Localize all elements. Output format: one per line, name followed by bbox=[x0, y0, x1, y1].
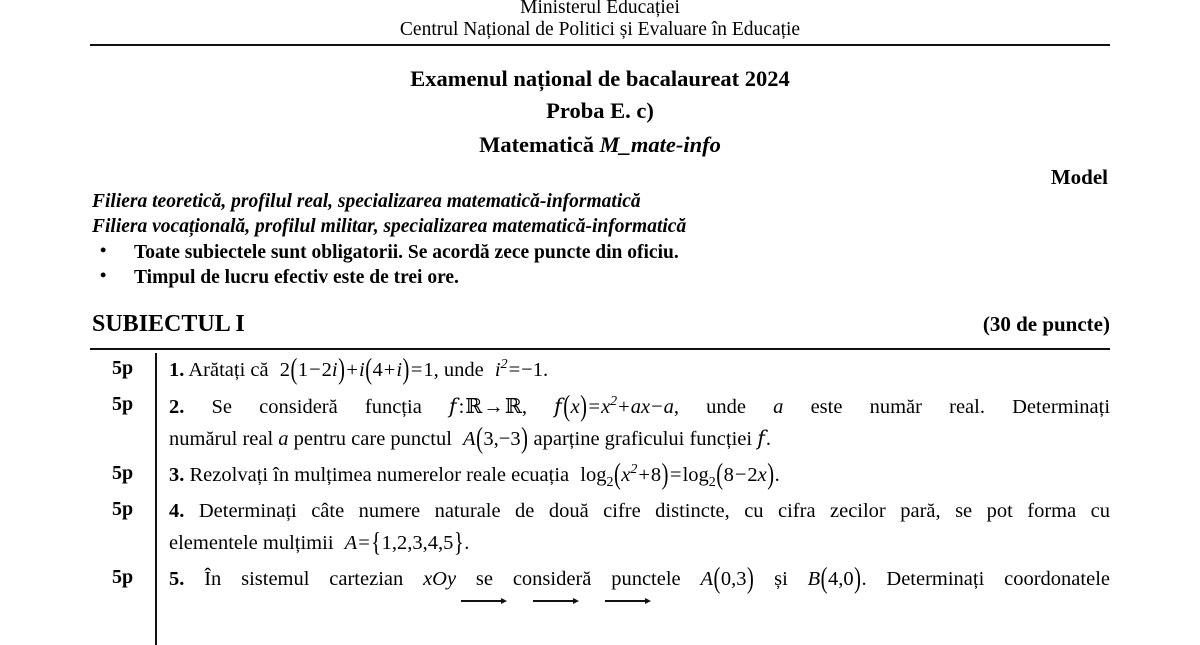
question-points: 5p bbox=[111, 498, 134, 521]
section-title: SUBIECTUL I bbox=[92, 310, 245, 337]
question-text-mid: , unde bbox=[673, 395, 747, 418]
question-text-cont: pentru care punctul bbox=[293, 428, 452, 451]
question-conjunction: și bbox=[774, 567, 788, 590]
table-row bbox=[90, 455, 1110, 491]
exam-subject-line bbox=[0, 127, 1200, 163]
question-points: 5p bbox=[111, 392, 134, 415]
question-line-2 bbox=[169, 528, 1110, 559]
header-divider-rule bbox=[90, 44, 1110, 46]
question-line-2 bbox=[169, 423, 1110, 455]
question-body bbox=[155, 491, 1110, 558]
question-text: Determinați câte numere naturale de două cifre distincte, cu cifra zecilor pară, se pot forma cu bbox=[198, 500, 1111, 523]
list-item bbox=[92, 240, 1200, 265]
question-line-1 bbox=[169, 496, 1110, 527]
question-text-end: . Determinați coordonatele bbox=[861, 567, 1110, 590]
bullet-dot-icon: • bbox=[100, 265, 107, 286]
institution-header bbox=[0, 0, 1200, 41]
center-name: Centrul Național de Politici și Evaluare în Educație bbox=[399, 18, 801, 40]
question-expression-secondary: $i^2=-1$ bbox=[494, 356, 543, 381]
question-text: Rezolvați în mulțimea numerelor reale ecuația bbox=[189, 464, 570, 487]
question-body bbox=[155, 559, 1110, 605]
instruction-text: Timpul de lucru efectiv este de trei ore. bbox=[134, 267, 459, 289]
vector-arrows-clipped bbox=[169, 597, 1110, 605]
instructions-list bbox=[0, 240, 1200, 291]
function-symbol: f bbox=[757, 426, 765, 451]
exam-name: Examenul național de bacalaureat 2024 bbox=[410, 65, 790, 91]
set-definition: A={1,2,3,4,5} bbox=[344, 527, 464, 558]
question-line-1 bbox=[169, 564, 1110, 595]
question-text-cont2: aparține graficului funcției bbox=[533, 428, 753, 451]
point-coordinates-a: A(0,3) bbox=[700, 562, 754, 595]
exam-subject-code: M_mate-info bbox=[599, 131, 721, 157]
question-number: 2. bbox=[169, 395, 185, 418]
question-text-cont: este număr real. Determinați bbox=[810, 395, 1111, 418]
vector-arrow-icon bbox=[461, 597, 507, 605]
exam-proba: Proba E. c) bbox=[546, 97, 654, 123]
question-expression: 2(1−2i)+i(4+i)=1 bbox=[279, 353, 434, 386]
filiera-block bbox=[0, 190, 1200, 239]
question-text-end: . bbox=[765, 428, 771, 451]
vector-arrow-icon bbox=[605, 597, 651, 605]
question-text-end: . bbox=[464, 531, 470, 554]
point-coordinates: A(3,−3) bbox=[463, 422, 528, 455]
question-text-mid: , unde bbox=[433, 358, 484, 381]
bullet-dot-icon: • bbox=[100, 240, 107, 261]
filiera-line-teoretica: Filiera teoretică, profilul real, specializarea matematică-informatică bbox=[92, 190, 641, 212]
model-marker: Model bbox=[1050, 164, 1108, 189]
question-text-cont: se consideră punctele bbox=[475, 567, 681, 590]
list-item bbox=[92, 265, 1200, 290]
questions-table bbox=[90, 348, 1110, 605]
question-text-end: . bbox=[542, 358, 549, 381]
parameter-symbol: a bbox=[278, 428, 289, 451]
vector-arrow-icon bbox=[533, 597, 579, 605]
question-text: În sistemul cartezian bbox=[204, 567, 404, 590]
table-row bbox=[90, 491, 1110, 558]
exam-title-block bbox=[0, 63, 1200, 163]
question-text: elementele mulțimii bbox=[169, 531, 334, 554]
table-row bbox=[90, 350, 1110, 386]
question-text-end: . bbox=[774, 464, 780, 487]
question-number: 5. bbox=[169, 567, 185, 590]
table-row bbox=[90, 559, 1110, 605]
ministry-name: Ministerul Educației bbox=[520, 0, 680, 18]
question-expression: $\log_2(x^2+8)=\log_2(8-2x)$ bbox=[580, 459, 775, 491]
parameter-symbol: a bbox=[773, 395, 784, 418]
question-body bbox=[155, 455, 1110, 491]
function-expression: $f(x)=x^2+ax-a$ bbox=[554, 390, 674, 423]
table-row bbox=[90, 386, 1110, 455]
filiera-line-vocationala: Filiera vocațională, profilul militar, specializarea matematică-informatică bbox=[92, 215, 687, 237]
question-text: Se consideră funcția bbox=[211, 395, 422, 418]
question-number: 3. bbox=[169, 464, 185, 487]
question-number: 1. bbox=[169, 358, 185, 381]
points-column-divider bbox=[155, 353, 157, 645]
question-text: Arătați că bbox=[188, 358, 269, 381]
section-heading-row bbox=[0, 311, 1200, 338]
question-number: 4. bbox=[169, 500, 185, 523]
question-body bbox=[155, 350, 1110, 386]
instruction-text: Toate subiectele sunt obligatorii. Se acordă zece puncte din oficiu. bbox=[134, 242, 679, 264]
coordinate-system-label: xOy bbox=[423, 567, 457, 590]
question-points: 5p bbox=[111, 356, 134, 379]
function-declaration: f:ℝ→ℝ, bbox=[448, 393, 527, 418]
question-points: 5p bbox=[111, 565, 134, 588]
section-points: (30 de puncte) bbox=[982, 311, 1110, 336]
question-points: 5p bbox=[111, 462, 134, 485]
question-body bbox=[155, 386, 1110, 455]
point-coordinates-b: B(4,0) bbox=[807, 562, 861, 595]
question-text: numărul real bbox=[169, 428, 274, 451]
question-line-1 bbox=[169, 391, 1110, 423]
exam-subject: Matematică bbox=[479, 131, 595, 157]
